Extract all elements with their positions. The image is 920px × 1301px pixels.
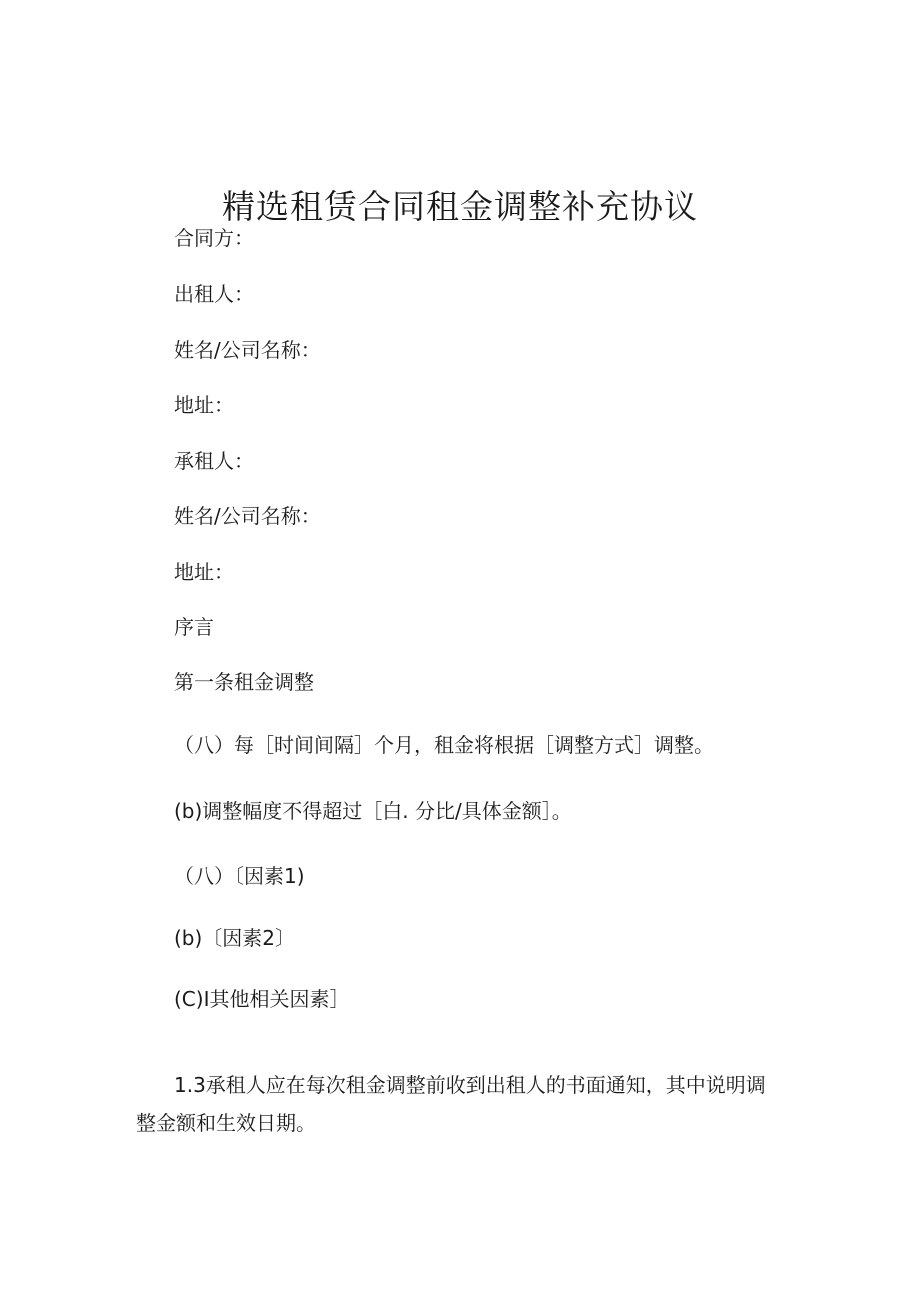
factor-1: （八）〔因素1) [174, 864, 305, 888]
lessor-name-label: 姓名/公司名称： [174, 338, 321, 362]
lessor-address-label: 地址： [174, 393, 234, 417]
lessor-label: 出租人： [174, 282, 254, 306]
document-title: 精选租赁合同租金调整补充协议 [222, 187, 698, 227]
factor-other: (C)I其他相关因素］ [174, 987, 350, 1011]
clause-b: (b)调整幅度不得超过［白. 分比/具体金额］。 [174, 799, 572, 823]
preamble-heading: 序言 [174, 615, 214, 639]
lessee-label: 承租人： [174, 449, 254, 473]
clause-1-3-paragraph: 1.3承租人应在每次租金调整前收到出租人的书面通知，其中说明调整金额和生效日期。 [136, 1073, 766, 1135]
clause-a: （八）每［时间间隔］个月，租金将根据［调整方式］调整。 [174, 733, 714, 757]
article-one-heading: 第一条租金调整 [174, 670, 314, 694]
lessee-name-label: 姓名/公司名称： [174, 504, 321, 528]
lessee-address-label: 地址： [174, 560, 234, 584]
contract-parties-label: 合同方： [174, 226, 254, 250]
factor-2: (b)〔因素2〕 [174, 926, 296, 950]
